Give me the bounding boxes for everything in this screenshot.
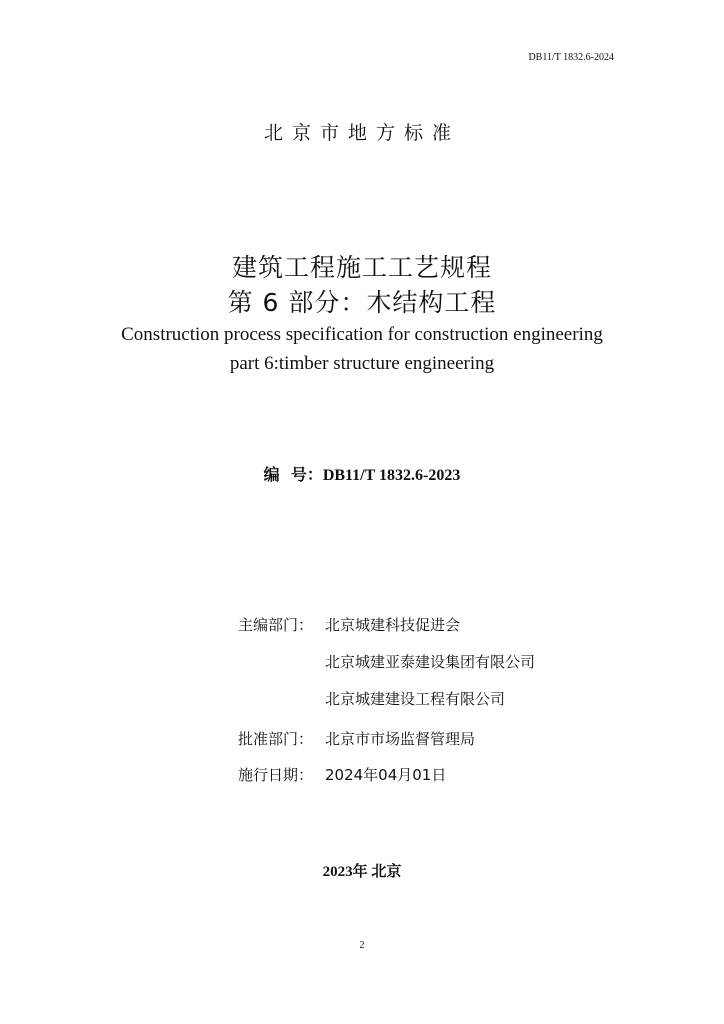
page-number: 2 <box>359 940 365 951</box>
title-en-line1: Construction process specification for construction engineering <box>121 324 603 345</box>
editor-row-2 <box>238 651 535 672</box>
standard-type: 北京市地方标准 <box>263 122 460 144</box>
approver-row <box>238 728 475 749</box>
editor-row-3 <box>238 688 505 709</box>
title-cn-line1: 建筑工程施工工艺规程 <box>231 253 492 282</box>
editor-label: 主编部门： <box>238 616 314 634</box>
effective-date-value: 2024年04月01日 <box>325 766 447 784</box>
title-en-line2: part 6:timber structure engineering <box>229 353 495 374</box>
editor-row-1 <box>238 614 460 635</box>
standard-code-value: DB11/T 1832.6-2023 <box>322 467 461 484</box>
header-doc-code: DB11/T 1832.6-2024 <box>528 52 614 63</box>
effective-date-label: 施行日期： <box>238 766 314 784</box>
year-place: 2023年 北京 <box>322 864 402 880</box>
effective-date-row <box>238 764 446 785</box>
editor-name: 北京城建亚泰建设集团有限公司 <box>325 653 536 671</box>
approver-label: 批准部门： <box>238 730 314 748</box>
editor-name: 北京城建科技促进会 <box>325 616 461 634</box>
title-cn-line2: 第 6 部分：木结构工程 <box>227 288 497 317</box>
editor-name: 北京城建建设工程有限公司 <box>325 690 506 708</box>
approver-name: 北京市市场监督管理局 <box>325 730 476 748</box>
standard-code <box>0 462 724 485</box>
standard-code-label: 编 号： <box>263 465 323 484</box>
